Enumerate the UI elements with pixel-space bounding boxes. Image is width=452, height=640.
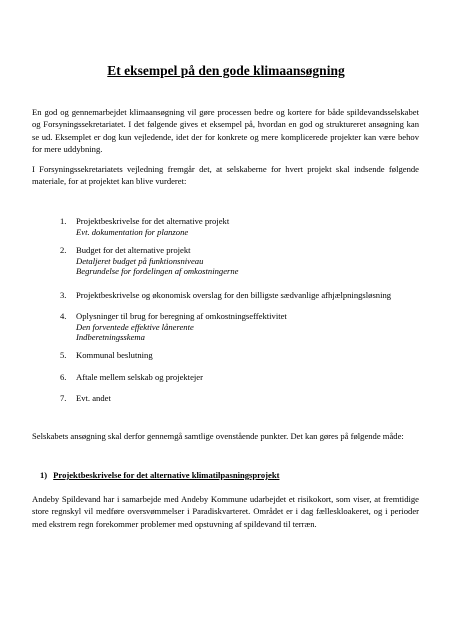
document-title: Et eksempel på den gode klimaansøgning bbox=[107, 63, 345, 78]
intro-paragraph: En god og gennemarbejdet klimaansøgning vil gøre processen bedre og kortere for både spildevandsselskabet og Forsyningssekretariatet. I det følgende gives et eksempel på, hvordan en god og struktureret ansøgning kan se ud. Eksemplet er dog kun vejledende, idet der for konkrete og mere komplicerede projekter kan være behov for mere uddybning. bbox=[32, 107, 419, 154]
list-item-text: Projektbeskrivelse for det alternative projekt bbox=[76, 216, 230, 226]
list-item-number: 3. bbox=[60, 290, 67, 300]
example-paragraph: Andeby Spildevand har i samarbejde med Andeby Kommune udarbejdet et risikokort, som viser, at fremtidige store regnskyl vil medføre oversvømmelser i Paradiskvarteret. Området er i dag fælleskloakeret, og i perioder med ekstrem regn forekommer problemer med opstuvning af spildevand til terræn. bbox=[32, 494, 419, 529]
list-item-text: Kommunal beslutning bbox=[76, 350, 153, 360]
section-heading bbox=[40, 470, 279, 480]
list-item-number: 1. bbox=[60, 216, 67, 226]
list-item-subtext: Detaljeret budget på funktionsniveau bbox=[76, 255, 204, 266]
list-item-number: 7. bbox=[60, 393, 67, 403]
list-item-number: 6. bbox=[60, 372, 67, 382]
section-number: 1) bbox=[40, 470, 48, 480]
list-item-subtext: Evt. dokumentation for planzone bbox=[76, 226, 189, 237]
list-item-subtext: Begrundelse for fordelingen af omkostningerne bbox=[76, 266, 239, 277]
list-item-subtext: Indberetningsskema bbox=[76, 332, 145, 343]
list-item-subtext: Den forventede effektive lånerente bbox=[76, 321, 194, 332]
review-paragraph: Selskabets ansøgning skal derfor gennemgå samtlige ovenstående punkter. Det kan gøres på følgende måde: bbox=[32, 431, 404, 441]
section-title: Projektbeskrivelse for det alternative klimatilpasningsprojekt bbox=[53, 470, 280, 480]
guidance-paragraph: I Forsyningssekretariatets vejledning fremgår det, at selskaberne for hvert projekt skal indsende følgende materiale, for at projektet kan blive vurderet: bbox=[32, 164, 419, 187]
list-item-text: Aftale mellem selskab og projektejer bbox=[76, 372, 203, 382]
list-item-number: 2. bbox=[60, 245, 67, 255]
list-item-text: Projektbeskrivelse og økonomisk overslag for den billigste sædvanlige afhjælpningsløsning bbox=[76, 290, 392, 300]
list-item-text: Oplysninger til brug for beregning af omkostningseffektivitet bbox=[76, 311, 287, 321]
list-item-text: Evt. andet bbox=[76, 393, 111, 403]
list-item-text: Budget for det alternative projekt bbox=[76, 245, 191, 255]
list-item-number: 4. bbox=[60, 311, 67, 321]
list-item-number: 5. bbox=[60, 350, 67, 360]
